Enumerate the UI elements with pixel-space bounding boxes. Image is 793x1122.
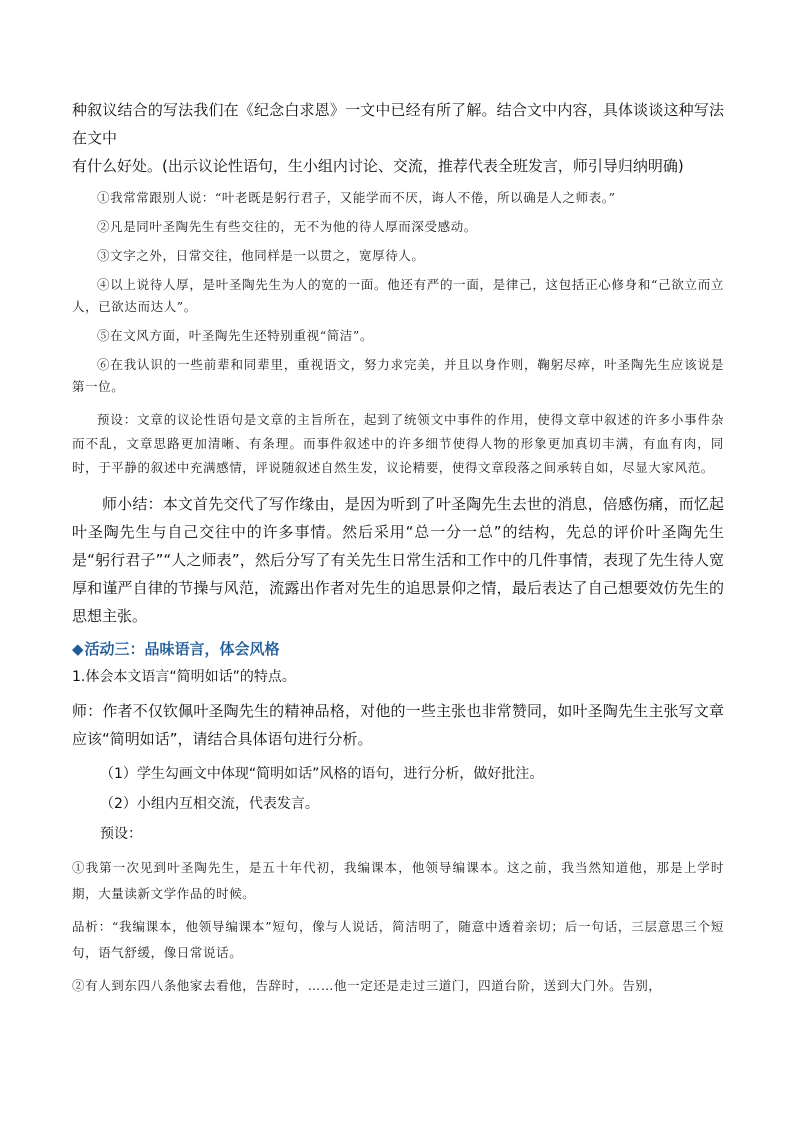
intro-line-2: 有什么好处。(出示议论性语句，生小组内讨论、交流，推荐代表全班发言，师引导归纳明确) xyxy=(72,157,684,175)
quote-2: ②凡是同叶圣陶先生有些交往的，无不为他的待人厚而深受感动。 xyxy=(97,219,477,234)
diamond-icon: ◆ xyxy=(72,640,84,658)
quote-4: ④以上说待人厚，是叶圣陶先生为人的宽的一面。他还有严的一面，是律己，这包括正心修身和“己欲立而立人，已欲达而达人”。 xyxy=(72,277,724,314)
teacher-prompt: 师：作者不仅钦佩叶圣陶先生的精神品格，对他的一些主张也非常赞同，如叶圣陶先生主张写文章应该“简明如话”，请结合具体语句进行分析。 xyxy=(72,702,724,748)
analysis-1: 品析：“我编课本，他领导编课本”短句，像与人说话，简洁明了，随意中透着亲切；后一句话，三层意思三个短句，语气舒缓，像日常说话。 xyxy=(72,919,724,960)
quote-5: ⑤在文风方面，叶圣陶先生还特别重视“简洁”。 xyxy=(97,328,373,343)
quote-1: ①我常常跟别人说：“叶老既是躬行君子，又能学而不厌，诲人不倦，所以确是人之师表。” xyxy=(97,190,616,205)
step-1: （1）学生勾画文中体现“简明如话”风格的语句，进行分析，做好批注。 xyxy=(100,766,544,782)
example-2: ②有人到东四八条他家去看他，告辞时，……他一定还是走过三道门，四道台阶，送到大门外。告别， xyxy=(72,978,662,993)
activity-heading xyxy=(72,636,724,662)
preset-paragraph: 预设：文章的议论性语句是文章的主旨所在，起到了统领文中事件的作用，使得文章中叙述的许多小事件杂而不乱，文章思路更加清晰、有条理。而事件叙述中的许多细节使得人物的形象更加真切丰满，有血有肉，同时，于平静的叙述中充满感情，评说随叙述自然生发，议论精要，使得文章段落之间承转自如，尽显大家风范。 xyxy=(72,412,724,475)
intro-paragraph xyxy=(72,96,724,180)
teacher-summary: 师小结：本文首先交代了写作缘由，是因为听到了叶圣陶先生去世的消息，倍感伤痛，而忆起叶圣陶先生与自己交往中的许多事情。然后采用“总一分一总”的结构，先总的评价叶圣陶先生是“躬行君子”“人之师表”，然后分写了有关先生日常生活和工作中的几件事情，表现了先生待人宽厚和谨严自律的节操与风范，流露出作者对先生的追思景仰之情，最后表达了自己想要效仿先生的思想主张。 xyxy=(72,495,724,625)
step-2: （2）小组内互相交流，代表发言。 xyxy=(100,796,319,812)
example-1: ①我第一次见到叶圣陶先生，是五十年代初，我编课本，他领导编课本。这之前，我当然知道他，那是上学时期，大量读新文学作品的时候。 xyxy=(72,860,724,901)
intro-line-1: 种叙议结合的写法我们在《纪念白求恩》一文中已经有所了解。结合文中内容，具体谈谈这种写法在文中 xyxy=(72,101,724,147)
quote-6: ⑥在我认识的一些前辈和同辈里，重视语文，努力求完美，并且以身作则，鞠躬尽瘁，叶圣陶先生应该说是第一位。 xyxy=(72,357,724,394)
task-1: 1.体会本文语言“简明如话”的特点。 xyxy=(72,669,296,685)
quote-3: ③文字之外，日常交往，他同样是一以贯之，宽厚待人。 xyxy=(97,248,425,263)
preset-label: 预设： xyxy=(100,826,142,842)
activity-title: 活动三：品味语言，体会风格 xyxy=(84,640,280,658)
document-page xyxy=(72,96,724,999)
